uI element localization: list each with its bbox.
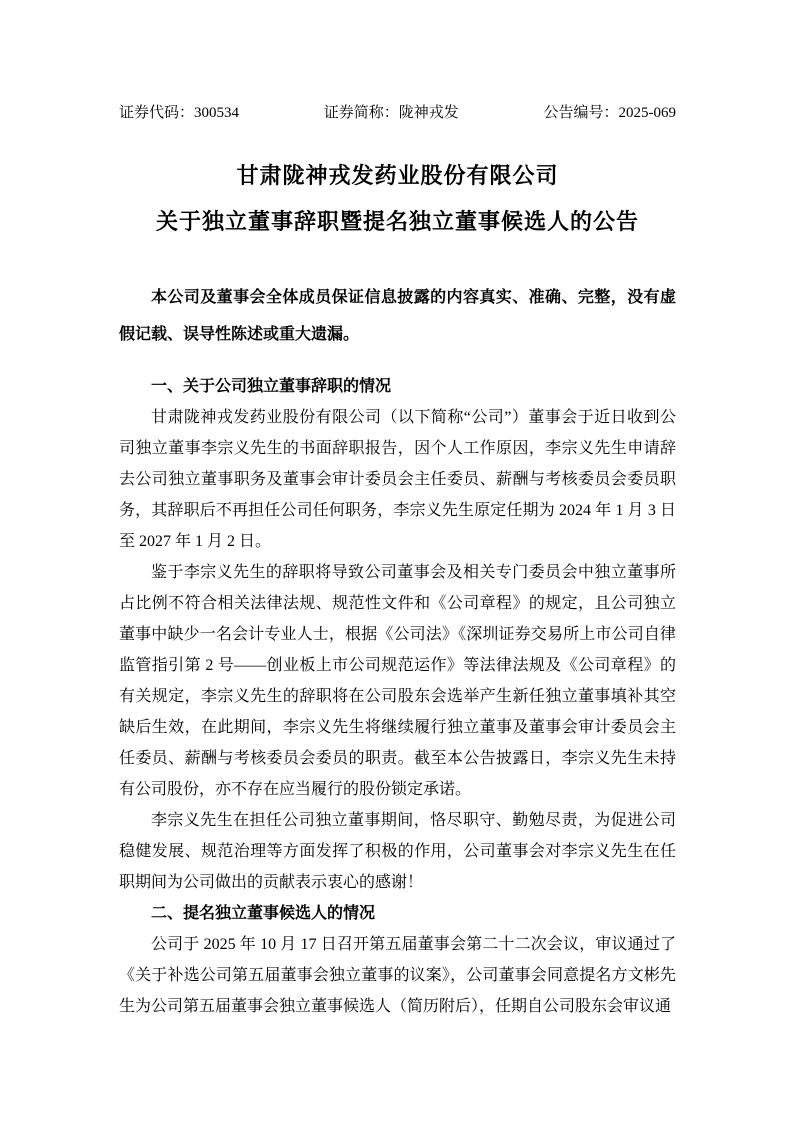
section-1-paragraph-3: 李宗义先生在担任公司独立董事期间，恪尽职守、勤勉尽责，为促进公司稳健发展、规范治理等方面发挥了积极的作用，公司董事会对李宗义先生在任职期间为公司做出的贡献表示衷心的感谢！ — [119, 812, 676, 891]
disclaimer-statement: 本公司及董事会全体成员保证信息披露的内容真实、准确、完整，没有虚假记载、误导性陈述或重大遗漏。 — [119, 289, 676, 343]
announcement-title: 关于独立董事辞职暨提名独立董事候选人的公告 — [155, 209, 639, 234]
announcement-number: 公告编号：2025-069 — [543, 105, 676, 121]
stock-code: 证券代码：300534 — [119, 105, 240, 121]
section-1-heading: 一、关于公司独立董事辞职的情况 — [151, 378, 392, 395]
company-name-title: 甘肃陇神戎发药业股份有限公司 — [236, 163, 559, 188]
section-1-paragraph-1: 甘肃陇神戎发药业股份有限公司（以下简称“公司”）董事会于近日收到公司独立董事李宗义先生的书面辞职报告，因个人工作原因，李宗义先生申请辞去公司独立董事职务及董事会审计委员会主任委员、薪酬与考核委员会委员职务，其辞职后不再担任公司任何职务，李宗义先生原定任期为 2024 年 1 月 3 日至 2027 年 1 月 2 日。 — [119, 409, 676, 550]
stock-short-name: 证券简称：陇神戎发 — [323, 105, 459, 121]
section-1-paragraph-2: 鉴于李宗义先生的辞职将导致公司董事会及相关专门委员会中独立董事所占比例不符合相关法律法规、规范性文件和《公司章程》的规定，且公司独立董事中缺少一名会计专业人士，根据《公司法》《深圳证券交易所上市公司自律监管指引第 2 号——创业板上市公司规范运作》等法律法规及《公司章程》的有关规定，李宗义先生的辞职将在公司股东会选举产生新任独立董事填补其空缺后生效，在此期间，李宗义先生将继续履行独立董事及董事会审计委员会主任委员、薪酬与考核委员会委员的职责。截至本公告披露日，李宗义先生未持有公司股份，亦不存在应当履行的股份锁定承诺。 — [119, 564, 676, 798]
section-2-heading: 二、提名独立董事候选人的情况 — [151, 905, 376, 922]
section-2-paragraph-1: 公司于 2025 年 10 月 17 日召开第五届董事会第二十二次会议，审议通过了《关于补选公司第五届董事会独立董事的议案》，公司董事会同意提名方文彬先生为公司第五届董事会独立董事候选人（简历附后），任期自公司股东会审议通 — [119, 936, 676, 1015]
document-header — [119, 103, 676, 124]
